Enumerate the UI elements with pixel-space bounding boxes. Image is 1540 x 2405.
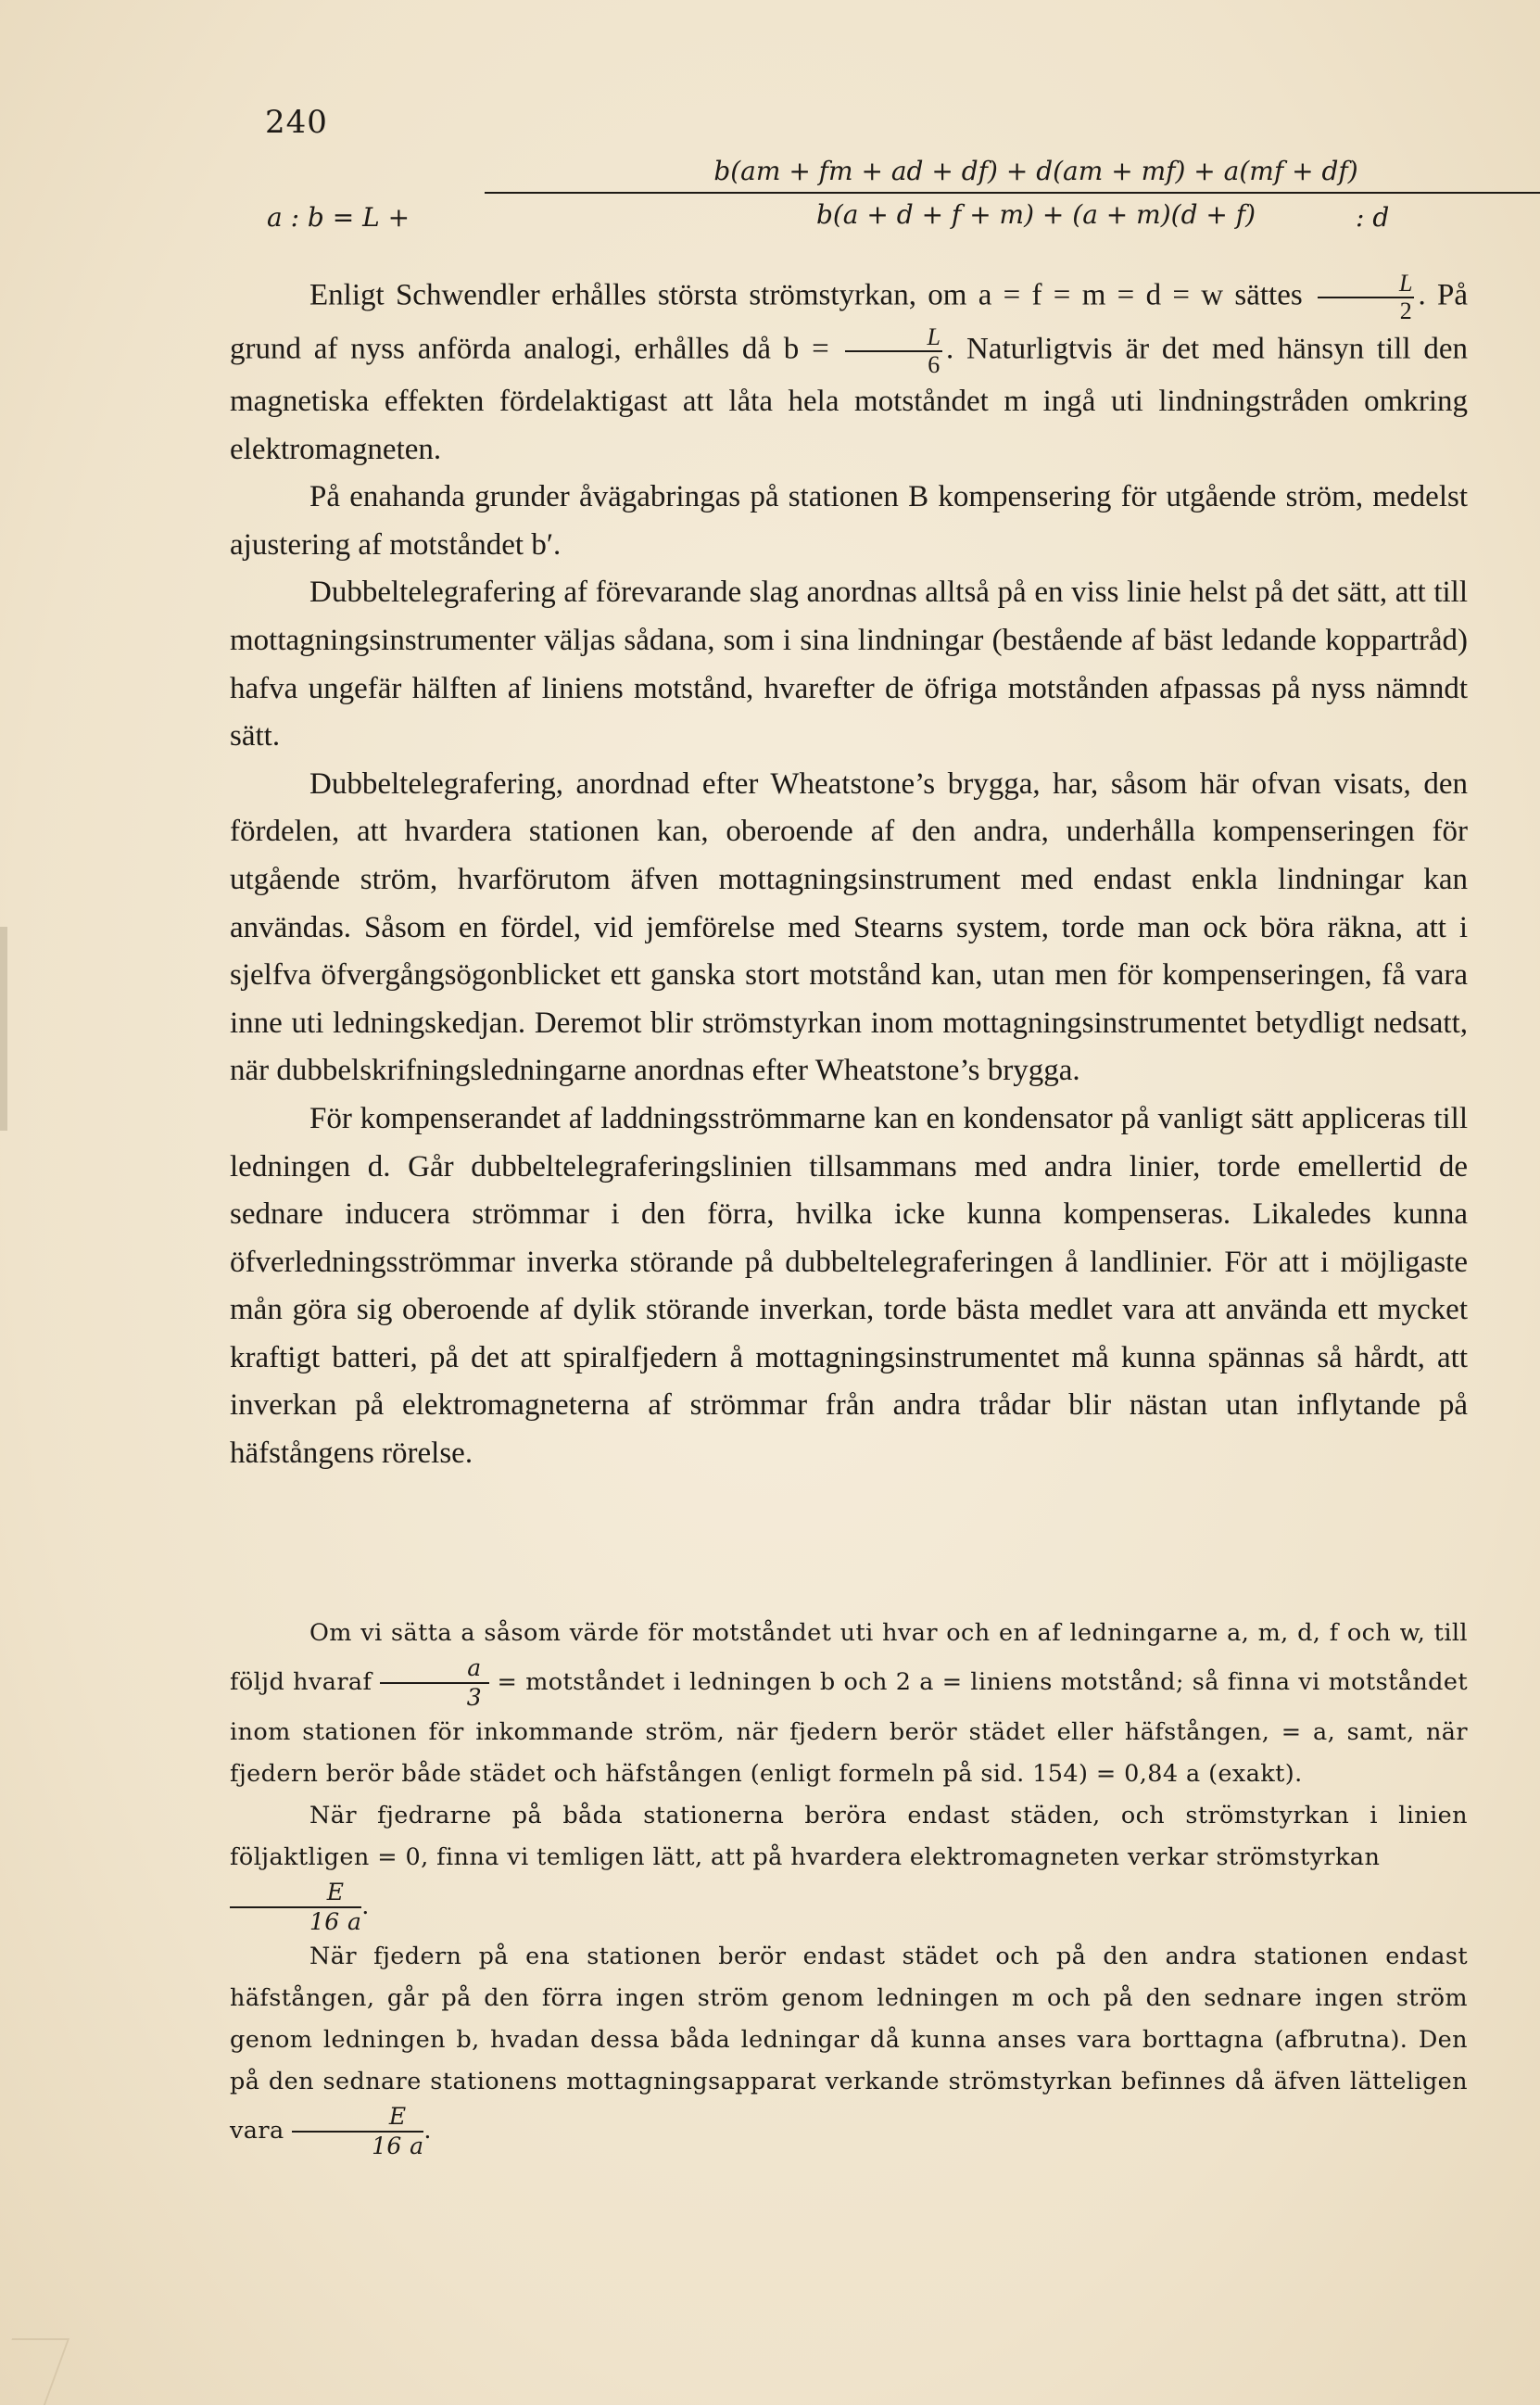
page-stain (0, 927, 7, 1131)
fraction-E-over-16a (230, 1879, 361, 1936)
formula-lhs: a : b = L + (267, 202, 410, 233)
paragraph-text: Naturligtvis är det med hänsyn till den magnetiska effekten fördelaktigast att låta hela motståndet m ingå uti lindningstråden omkring elektromagneten. (230, 332, 1468, 466)
paragraph: Dubbeltelegrafering, anordnad efter Wheatstone’s brygga, har, såsom här ofvan visats, den fördelen, att hvardera stationen kan, oberoende af den andra, underhålla kompenseringen för utgående ström, hvarförutom äfven mottagningsinstrument med endast enkla lindningar kan användas. Såsom en fördel, vid jemförelse med Stearns system, torde man ock böra räkna, att i sjelfva öfvergångsögonblicket ett ganska stort motstånd kan, utan men för kompenseringen, få vara inne uti ledningskedjan. Deremot blir strömstyrkan inom mottagningsinstrumentet betydligt nedsatt, när dubbelskrifningsledningarne anordnas efter Wheatstone’s brygga. (230, 766, 1468, 1088)
footnotes (230, 1613, 1468, 2160)
note-text: När fjedern på ena stationen berör endast städet och på den andra stationen endast häfstången, går på den förra ingen ström genom ledningen m och på den sednare ingen ström genom ledningen b, hvadan dessa båda ledningar då kunna anses vara borttagna (afbrutna). Den på den sednare stationens mottagningsapparat verkande strömstyrkan befinnes då äfven lätteligen vara (230, 1943, 1468, 2145)
paragraph: Dubbeltelegrafering af förevarande slag anordnas alltså på en viss linie helst på det sätt, att till mottagningsinstrumenter väljas sådana, som i sina lindningar (bestående af bäst ledande koppartråd) hafva ungefär hälften af liniens motstånd, hvarefter de öfriga motstånden afpassas på nyss nämndt sätt. (230, 576, 1468, 753)
fraction-denominator: 2 (1399, 297, 1412, 324)
folded-corner (0, 2338, 69, 2405)
paragraph: På enahanda grunder åvägabringas på stationen B kompensering för utgående ström, medelst ajustering af motståndet b′. (230, 480, 1468, 562)
fraction-denominator: 16 a (372, 2133, 424, 2159)
main-formula (267, 156, 1499, 276)
fraction-L-over-6 (845, 324, 941, 378)
fraction-numerator: E (230, 1879, 361, 1908)
fraction-a-over-3 (380, 1654, 488, 1712)
body-text (230, 259, 1468, 1478)
fraction-denominator: 16 a (309, 1908, 362, 1935)
note-text: När fjedrarne på båda stationerna beröra endast städen, och strömstyrkan i linien följaktligen = 0, finna vi temligen lätt, att på hvardera elektromagneten verkar strömstyrkan (230, 1802, 1468, 1871)
fraction-denominator: 3 (466, 1684, 483, 1711)
note-text: Om vi sätta a såsom värde för motståndet uti hvar och en af ledningarne a, m, d, f och w, till följd hvaraf (230, 1619, 1468, 1696)
paragraph: För kompenserandet af laddningsströmmarne kan en kondensator på vanligt sätt appliceras till ledningen d. Går dubbeltelegraferingslinien tillsammans med andra linier, torde emellertid de sednare inducera strömmar i den förra, hvilka icke kunna kompenseras. Likaledes kunna öfverledningsströmmar inverka störande på dubbeltelegraferingen å landlinier. För att i möjligaste mån göra sig oberoende af dylik störande inverkan, torde bästa medlet vara att använda ett mycket kraftigt batteri, på det att spiralfjedern å mottagningsinstrumentet må kunna spännas så hårdt, att inverkan på elektromagneterna af strömmar från andra trådar blir nästan utan inflytande på häfstångens rörelse. (230, 1101, 1468, 1471)
fraction-E-over-16a-2 (292, 2103, 423, 2160)
fraction-numerator: a (380, 1654, 488, 1684)
fraction-numerator: L (1318, 271, 1414, 298)
note: När fjedrarne på båda stationerna beröra endast städen, och strömstyrkan i linien följaktligen = 0, finna vi temligen lätt, att på hvardera elektromagneten verkar strömstyrkan $\frac{E}{16 a}$ . (230, 1802, 1468, 1935)
note: När fjedern på ena stationen berör endast städet och på den andra stationen endast häfstången, går på den förra ingen ström genom ledningen m och på den sednare ingen ström genom ledningen b, hvadan dessa båda ledningar då kunna anses vara borttagna (afbrutna). Den på den sednare stationens mottagningsapparat verkande strömstyrkan befinnes då äfven lätteligen vara $\frac{E}{16 a}$ . (230, 1943, 1468, 2159)
fraction-L-over-2 (1318, 271, 1414, 324)
formula-rhs: : d (1356, 202, 1390, 233)
paragraph-text: På grund af nyss anförda analogi, erhålles då b = (230, 278, 1469, 366)
formula-numerator: b(am + fm + ad + df) + d(am + mf) + a(mf + df) (485, 156, 1540, 194)
paragraph-text: Enligt Schwendler erhålles största strömstyrkan, om a = f = m = d = w sättes (309, 278, 1303, 312)
fraction-numerator: E (292, 2103, 423, 2133)
paragraph: Enligt Schwendler erhålles största strömstyrkan, om a = f = m = d = w sättes $\frac{L}{2}$ . På grund af nyss anförda analogi, erhålles då b = $\frac{L}{6}$ . Naturligtvis är det med hänsyn till den magnetiska effekten fördelaktigast att låta hela motståndet m ingå uti lindningstråden omkring elektromagneten. (230, 270, 1469, 466)
fraction-numerator: L (845, 324, 941, 352)
formula-denominator: b(a + d + f + m) + (a + m)(d + f) (815, 199, 1256, 230)
note (230, 1613, 1468, 1795)
note-text: = motståndet i ledningen b och 2 a = liniens motstånd; så finna vi motståndet inom stationen för inkommande ström, när fjedern berör städet eller häfstången, = a, samt, när fjedern berör både städet och häfstången (enligt formeln på sid. 154) = 0,84 a (exakt). (230, 1668, 1468, 1788)
page-number: 240 (265, 104, 328, 141)
fraction-denominator: 6 (928, 351, 940, 378)
